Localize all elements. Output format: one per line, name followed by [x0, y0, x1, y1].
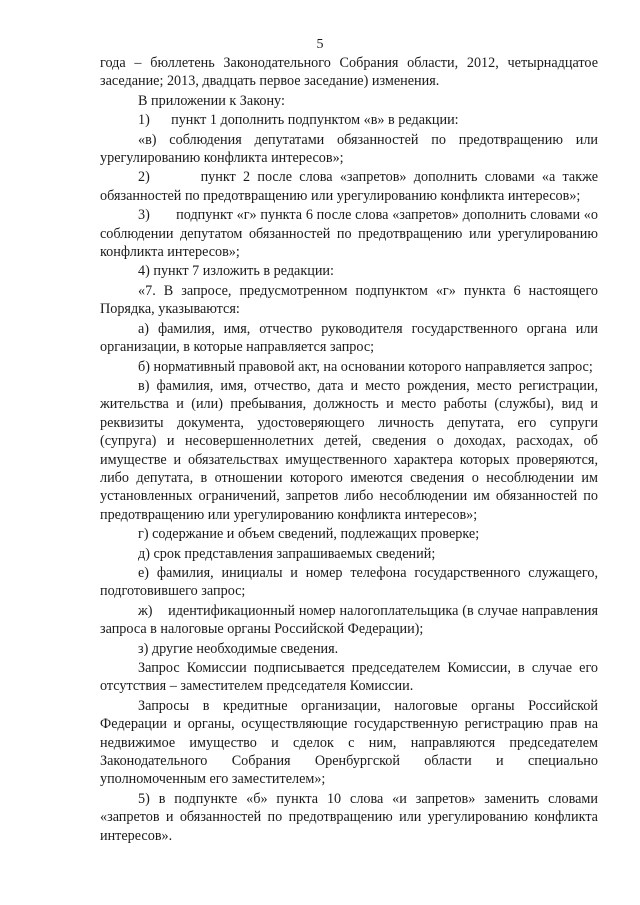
paragraph: 3) подпункт «г» пункта 6 после слова «запретов» дополнить словами «о соблюдении депутатом обязанностей по предотвращению или урегулированию конфликта интересов»; [100, 207, 598, 261]
paragraph: 2) пункт 2 после слова «запретов» дополнить словами «а также обязанностей по предотвращению или урегулированию конфликта интересов»; [100, 169, 598, 204]
paragraph: е) фамилия, инициалы и номер телефона государственного служащего, подготовившего запрос; [100, 564, 598, 600]
paragraph: б) нормативный правовой акт, на основании которого направляется запрос; [138, 358, 593, 375]
document-body [100, 54, 598, 845]
paragraph: В приложении к Закону: [138, 92, 285, 109]
paragraph: 4) пункт 7 изложить в редакции: [138, 263, 334, 280]
paragraph: «в) соблюдения депутатами обязанностей по предотвращению или урегулированию конфликта интересов»; [100, 131, 598, 167]
paragraph: д) срок представления запрашиваемых сведений; [138, 545, 436, 562]
paragraph: Запрос Комиссии подписывается председателем Комиссии, в случае его отсутствия – заместителем председателя Комиссии. [100, 660, 598, 695]
paragraph: ж) идентификационный номер налогоплательщика (в случае направления запроса в налоговые органы Российской Федерации); [100, 602, 598, 638]
paragraph: а) фамилия, имя, отчество руководителя государственного органа или организации, в которые направляется запрос; [100, 320, 598, 356]
paragraph: Запросы в кредитные организации, налоговые органы Российской Федерации и органы, осуществляющие государственную регистрацию прав на недвижимое имущество и сделок с ним, направляются председателем Законодательного Собрания Оренбургской области и специально уполномоченным его заместителем»; [100, 697, 598, 788]
paragraph: года – бюллетень Законодательного Собрания области, 2012, четырнадцатое заседание; 2013, двадцать первое заседание) изменения. [100, 55, 598, 90]
paragraph: «7. В запросе, предусмотренном подпунктом «г» пункта 6 настоящего Порядка, указываются: [100, 282, 598, 318]
paragraph: г) содержание и объем сведений, подлежащих проверке; [138, 526, 480, 543]
page-number: 5 [316, 37, 324, 52]
paragraph: 5) в подпункте «б» пункта 10 слова «и запретов» заменить словами «запретов и обязанностей по предотвращению или урегулированию конфликта интересов». [100, 790, 598, 844]
paragraph: з) другие необходимые сведения. [138, 640, 339, 657]
paragraph: в) фамилия, имя, отчество, дата и место рождения, место регистрации, жительства и (или) пребывания, должность и место работы (службы), вид и реквизиты документа, удостоверяющего личность депутата, его супруги (супруга) и несовершеннолетних детей, сведения о доходах, расходах, об имуществе и обязательствах имущественного характера которых проверяются, либо депутата, в отношении которого имеются сведения о несоблюдении им установленных ограничений, запретов либо несоблюдении им обязанностей по предотвращению или урегулированию конфликта интересов»; [100, 377, 598, 523]
paragraph: 1) пункт 1 дополнить подпунктом «в» в редакции: [138, 112, 459, 129]
